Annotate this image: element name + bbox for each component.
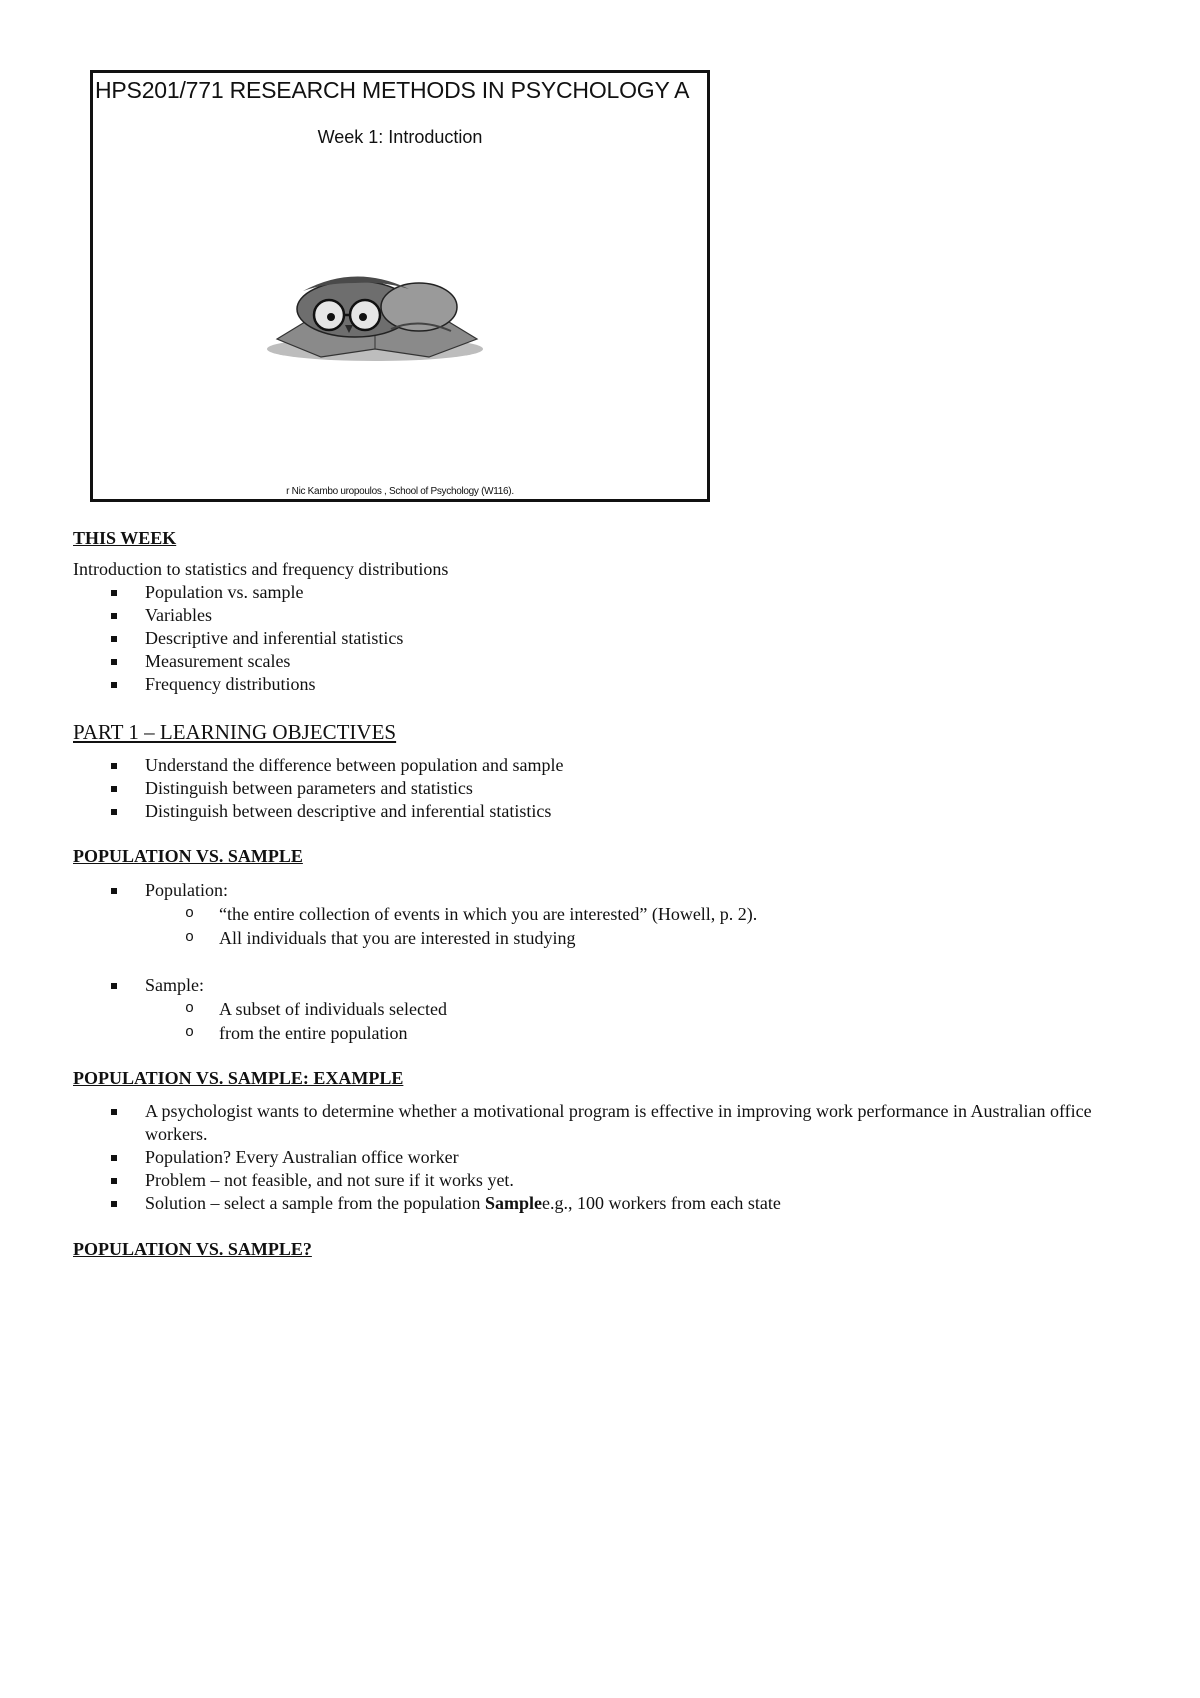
question-section [73,1237,1123,1261]
this-week-heading: THIS WEEK [73,528,177,548]
population-label: Population: [145,880,229,900]
population-vs-sample-heading: POPULATION VS. SAMPLE [73,846,303,866]
sub-list-item: o A subset of individuals selected [73,997,1123,1021]
part1-section [73,718,1123,823]
population-sublist [73,902,1123,950]
this-week-section [73,526,1123,696]
population-vs-sample-section [73,844,1123,1045]
slide-subtitle: Week 1: Introduction [317,127,483,147]
list-item: Frequency distributions [73,673,1123,696]
sub-list-item: o All individuals that you are interested in studying [73,926,1123,950]
part1-list [73,754,1123,823]
sub-list-item: o “the entire collection of events in which you are interested” (Howell, p. 2). [73,902,1123,926]
sub-list-item: o from the entire population [73,1021,1123,1045]
list-item [73,1192,1123,1215]
slide-title: HPS201/771 RESEARCH METHODS IN PSYCHOLOGY A [95,77,690,103]
sample-bold-text: Sample [484,1193,542,1213]
population-vs-sample-list [73,879,1123,1045]
slide-footer: r Nic Kambo uropoulos , School of Psychology (W116). [286,486,514,497]
list-item: Measurement scales [73,650,1123,673]
sample-label: Sample: [145,975,204,995]
list-item [73,974,1123,1045]
list-item: Understand the difference between population and sample [73,754,1123,777]
lecture-notes [73,526,1123,1261]
question-heading: POPULATION VS. SAMPLE? [73,1239,312,1259]
example-heading: POPULATION VS. SAMPLE: EXAMPLE [73,1068,404,1088]
this-week-intro: Introduction to statistics and frequency distributions [73,559,449,579]
list-item: Variables [73,604,1123,627]
example-list [73,1100,1123,1215]
example-section [73,1066,1123,1215]
owl-reading-clipart [263,265,488,365]
list-item: A psychologist wants to determine whether a motivational program is effective in improving work performance in Australian office workers. [73,1100,1123,1146]
list-item: Population? Every Australian office worker [73,1146,1123,1169]
list-item: Problem – not feasible, and not sure if it works yet. [73,1169,1123,1192]
lecture-slide [90,70,710,502]
this-week-list [73,581,1123,696]
list-item: Distinguish between descriptive and inferential statistics [73,800,1123,823]
solution-text: Solution – select a sample from the population [145,1193,485,1213]
solution-example-text: e.g., 100 workers from each state [541,1193,781,1213]
list-item: Population vs. sample [73,581,1123,604]
list-item: Distinguish between parameters and statistics [73,777,1123,800]
list-item [73,879,1123,950]
list-item: Descriptive and inferential statistics [73,627,1123,650]
part1-heading: PART 1 – LEARNING OBJECTIVES [73,720,397,744]
sample-sublist [73,997,1123,1045]
